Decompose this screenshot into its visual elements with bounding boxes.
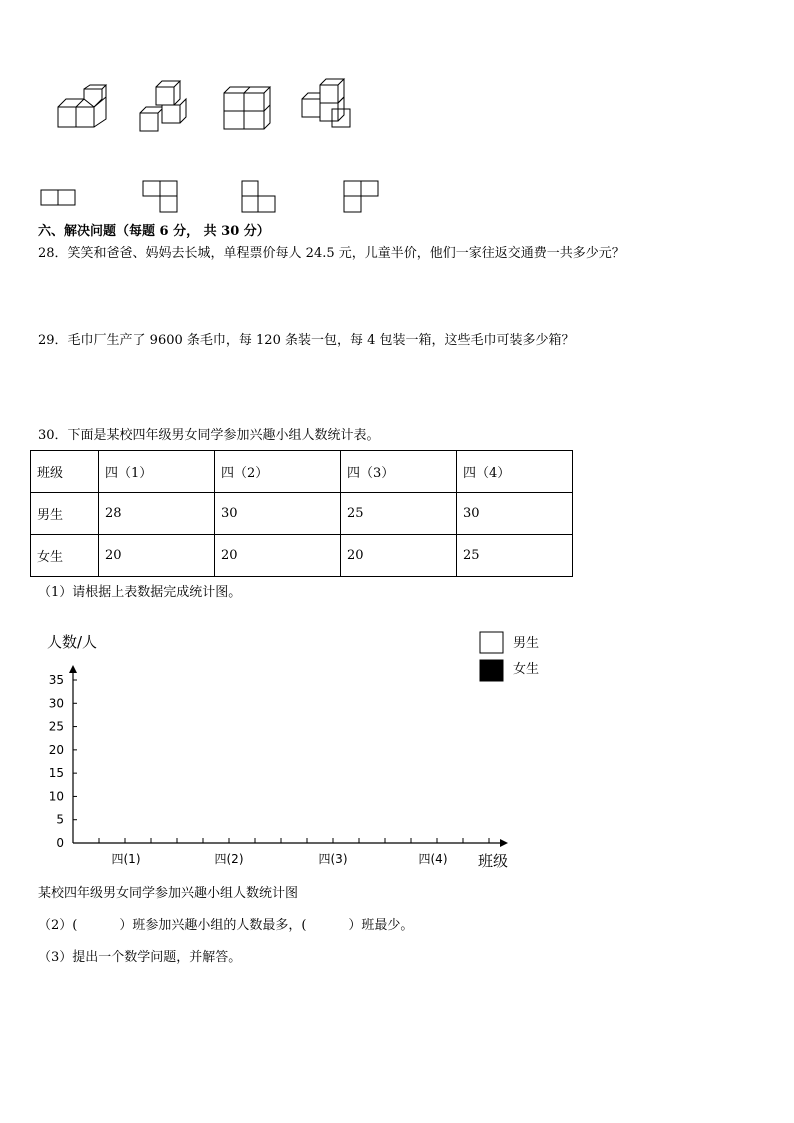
chart-x-tick-label: 四(3): [318, 852, 348, 866]
table-row: [31, 535, 573, 577]
bar-chart: [0, 615, 794, 880]
legend-swatch-female: [480, 660, 503, 681]
table-cell: 25: [341, 493, 457, 535]
chart-title: 某校四年级男女同学参加兴趣小组人数统计图: [38, 886, 299, 901]
chart-y-tick-label: 25: [48, 719, 64, 734]
table-row-label: 女生: [31, 535, 99, 577]
table-header-cell: 四（3）: [341, 451, 457, 493]
cube-figure-2: [140, 81, 186, 131]
table-cell: 30: [457, 493, 573, 535]
table-header-cell: 四（2）: [215, 451, 341, 493]
chart-y-tick-label: 15: [48, 766, 64, 781]
sub2-part-c: ）班最少。: [348, 918, 414, 933]
chart-xlabel: 班级: [478, 852, 509, 870]
sub2-part-a: （2）(: [38, 918, 78, 933]
legend-label-female: 女生: [513, 662, 540, 677]
table-cell: 25: [457, 535, 573, 577]
chart-y-tick-label: 20: [48, 742, 64, 757]
table-cell: 30: [215, 493, 341, 535]
table-cell: 20: [99, 535, 215, 577]
cube-figures: [40, 75, 370, 135]
chart-y-tick-label: 10: [48, 789, 64, 804]
question-30: 30．下面是某校四年级男女同学参加兴趣小组人数统计表。: [38, 428, 380, 443]
cube-figure-1: [58, 85, 106, 127]
sub2-part-b: ）班参加兴趣小组的人数最多，(: [119, 918, 307, 933]
chart-y-tick-label: 5: [56, 812, 64, 827]
chart-ylabel: 人数/人: [47, 633, 98, 651]
question-28: 28．笑笑和爸爸、妈妈去长城，单程票价每人 24.5 元，儿童半价，他们一家往返交通费一共多少元？: [38, 246, 625, 261]
table-header-row: [31, 451, 573, 493]
section-header: 六、解决问题（每题 6 分， 共 30 分）: [38, 224, 270, 239]
stats-table: [30, 450, 573, 577]
table-row: [31, 493, 573, 535]
cube-figure-4: [302, 79, 350, 127]
table-cell: 20: [341, 535, 457, 577]
table-header-cell: 四（1）: [99, 451, 215, 493]
cube-figure-3: [224, 87, 270, 129]
table-header-cell: 班级: [31, 451, 99, 493]
sub-question-2: [38, 918, 413, 934]
chart-y-axis-arrow: [69, 665, 77, 673]
view-figure-3: [242, 181, 275, 212]
table-row-label: 男生: [31, 493, 99, 535]
view-figures: [38, 178, 383, 218]
question-29: 29．毛巾厂生产了 9600 条毛巾，每 120 条装一包，每 4 包装一箱，这些毛巾可装多少箱？: [38, 333, 575, 348]
legend-swatch-male: [480, 632, 503, 653]
chart-x-tick-label: 四(2): [214, 852, 244, 866]
chart-x-tick-label: 四(4): [418, 852, 448, 866]
table-cell: 28: [99, 493, 215, 535]
chart-y-tick-label: 30: [48, 696, 64, 711]
chart-y-tick-label: 35: [48, 673, 64, 687]
table-header-cell: 四（4）: [457, 451, 573, 493]
chart-x-tick-label: 四(1): [111, 852, 141, 866]
legend-label-male: 男生: [513, 636, 540, 651]
chart-y-tick-label: 0: [56, 836, 64, 850]
view-figure-1: [41, 190, 75, 205]
view-figure-2: [143, 181, 177, 212]
chart-x-axis-arrow: [500, 839, 508, 847]
table-cell: 20: [215, 535, 341, 577]
sub-question-1: （1）请根据上表数据完成统计图。: [38, 585, 242, 600]
sub-question-3: （3）提出一个数学问题，并解答。: [38, 950, 242, 965]
view-figure-4: [344, 181, 378, 212]
